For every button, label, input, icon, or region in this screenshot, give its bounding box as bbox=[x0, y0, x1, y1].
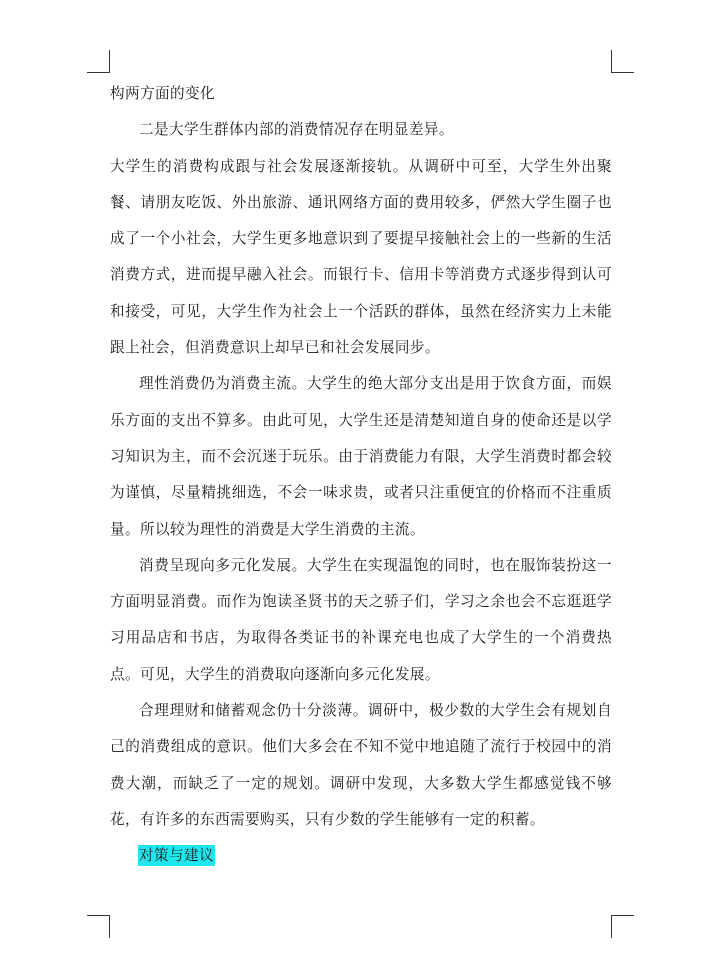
paragraph-diversified-consumption: 消费呈现向多元化发展。大学生在实现温饱的同时，也在服饰装扮这一方面明显消费。而作为饱读圣贤书的天之骄子们，学习之余也会不忘逛逛学习用品店和书店，为取得各类证书的补课充电也成了大学生的一个消费热点。可见，大学生的消费取向逐渐向多元化发展。 bbox=[110, 556, 612, 683]
document-body bbox=[110, 76, 612, 875]
paragraph-point-two: 二是大学生群体内部的消费情况存在明显差异。 bbox=[139, 121, 454, 139]
crop-mark-bottom-right bbox=[611, 915, 634, 938]
crop-mark-bottom-left bbox=[87, 915, 110, 938]
crop-mark-top-left bbox=[87, 50, 110, 73]
paragraph-financial-planning: 合理理财和储蓄观念仍十分淡薄。调研中，极少数的大学生会有规划自己的消费组成的意识。他们大多会在不知不觉中地追随了流行于校园中的消费大潮，而缺乏了一定的规划。调研中发现，大多数大学生都感觉钱不够花，有许多的东西需要购买，只有少数的学生能够有一定的积蓄。 bbox=[110, 702, 612, 828]
paragraph-rational-consumption: 理性消费仍为消费主流。大学生的绝大部分支出是用于饮食方面，而娱乐方面的支出不算多。由此可见，大学生还是清楚知道自身的使命还是以学习知识为主，而不会沉迷于玩乐。由于消费能力有限，大学生消费时都会较为谨慎，尽量精挑细选，不会一味求贵，或者只注重便宜的价格而不注重质量。所以较为理性的消费是大学生消费的主流。 bbox=[110, 375, 612, 538]
paragraph-continuation: 构两方面的变化 bbox=[110, 85, 215, 102]
section-heading bbox=[110, 838, 612, 874]
crop-mark-top-right bbox=[611, 50, 634, 73]
paragraph-consumption-structure: 大学生的消费构成跟与社会发展逐渐接轨。从调研中可至，大学生外出聚餐、请朋友吃饭、外出旅游、通讯网络方面的费用较多，俨然大学生圈子也成了一个小社会，大学生更多地意识到了要提早接触社会上的一些新的生活消费方式，进而提早融入社会。而银行卡、信用卡等消费方式逐步得到认可和接受，可见，大学生作为社会上一个活跃的群体，虽然在经济实力上未能跟上社会，但消费意识上却早已和社会发展同步。 bbox=[110, 157, 612, 357]
highlighted-heading-text: 对策与建议 bbox=[139, 847, 214, 865]
